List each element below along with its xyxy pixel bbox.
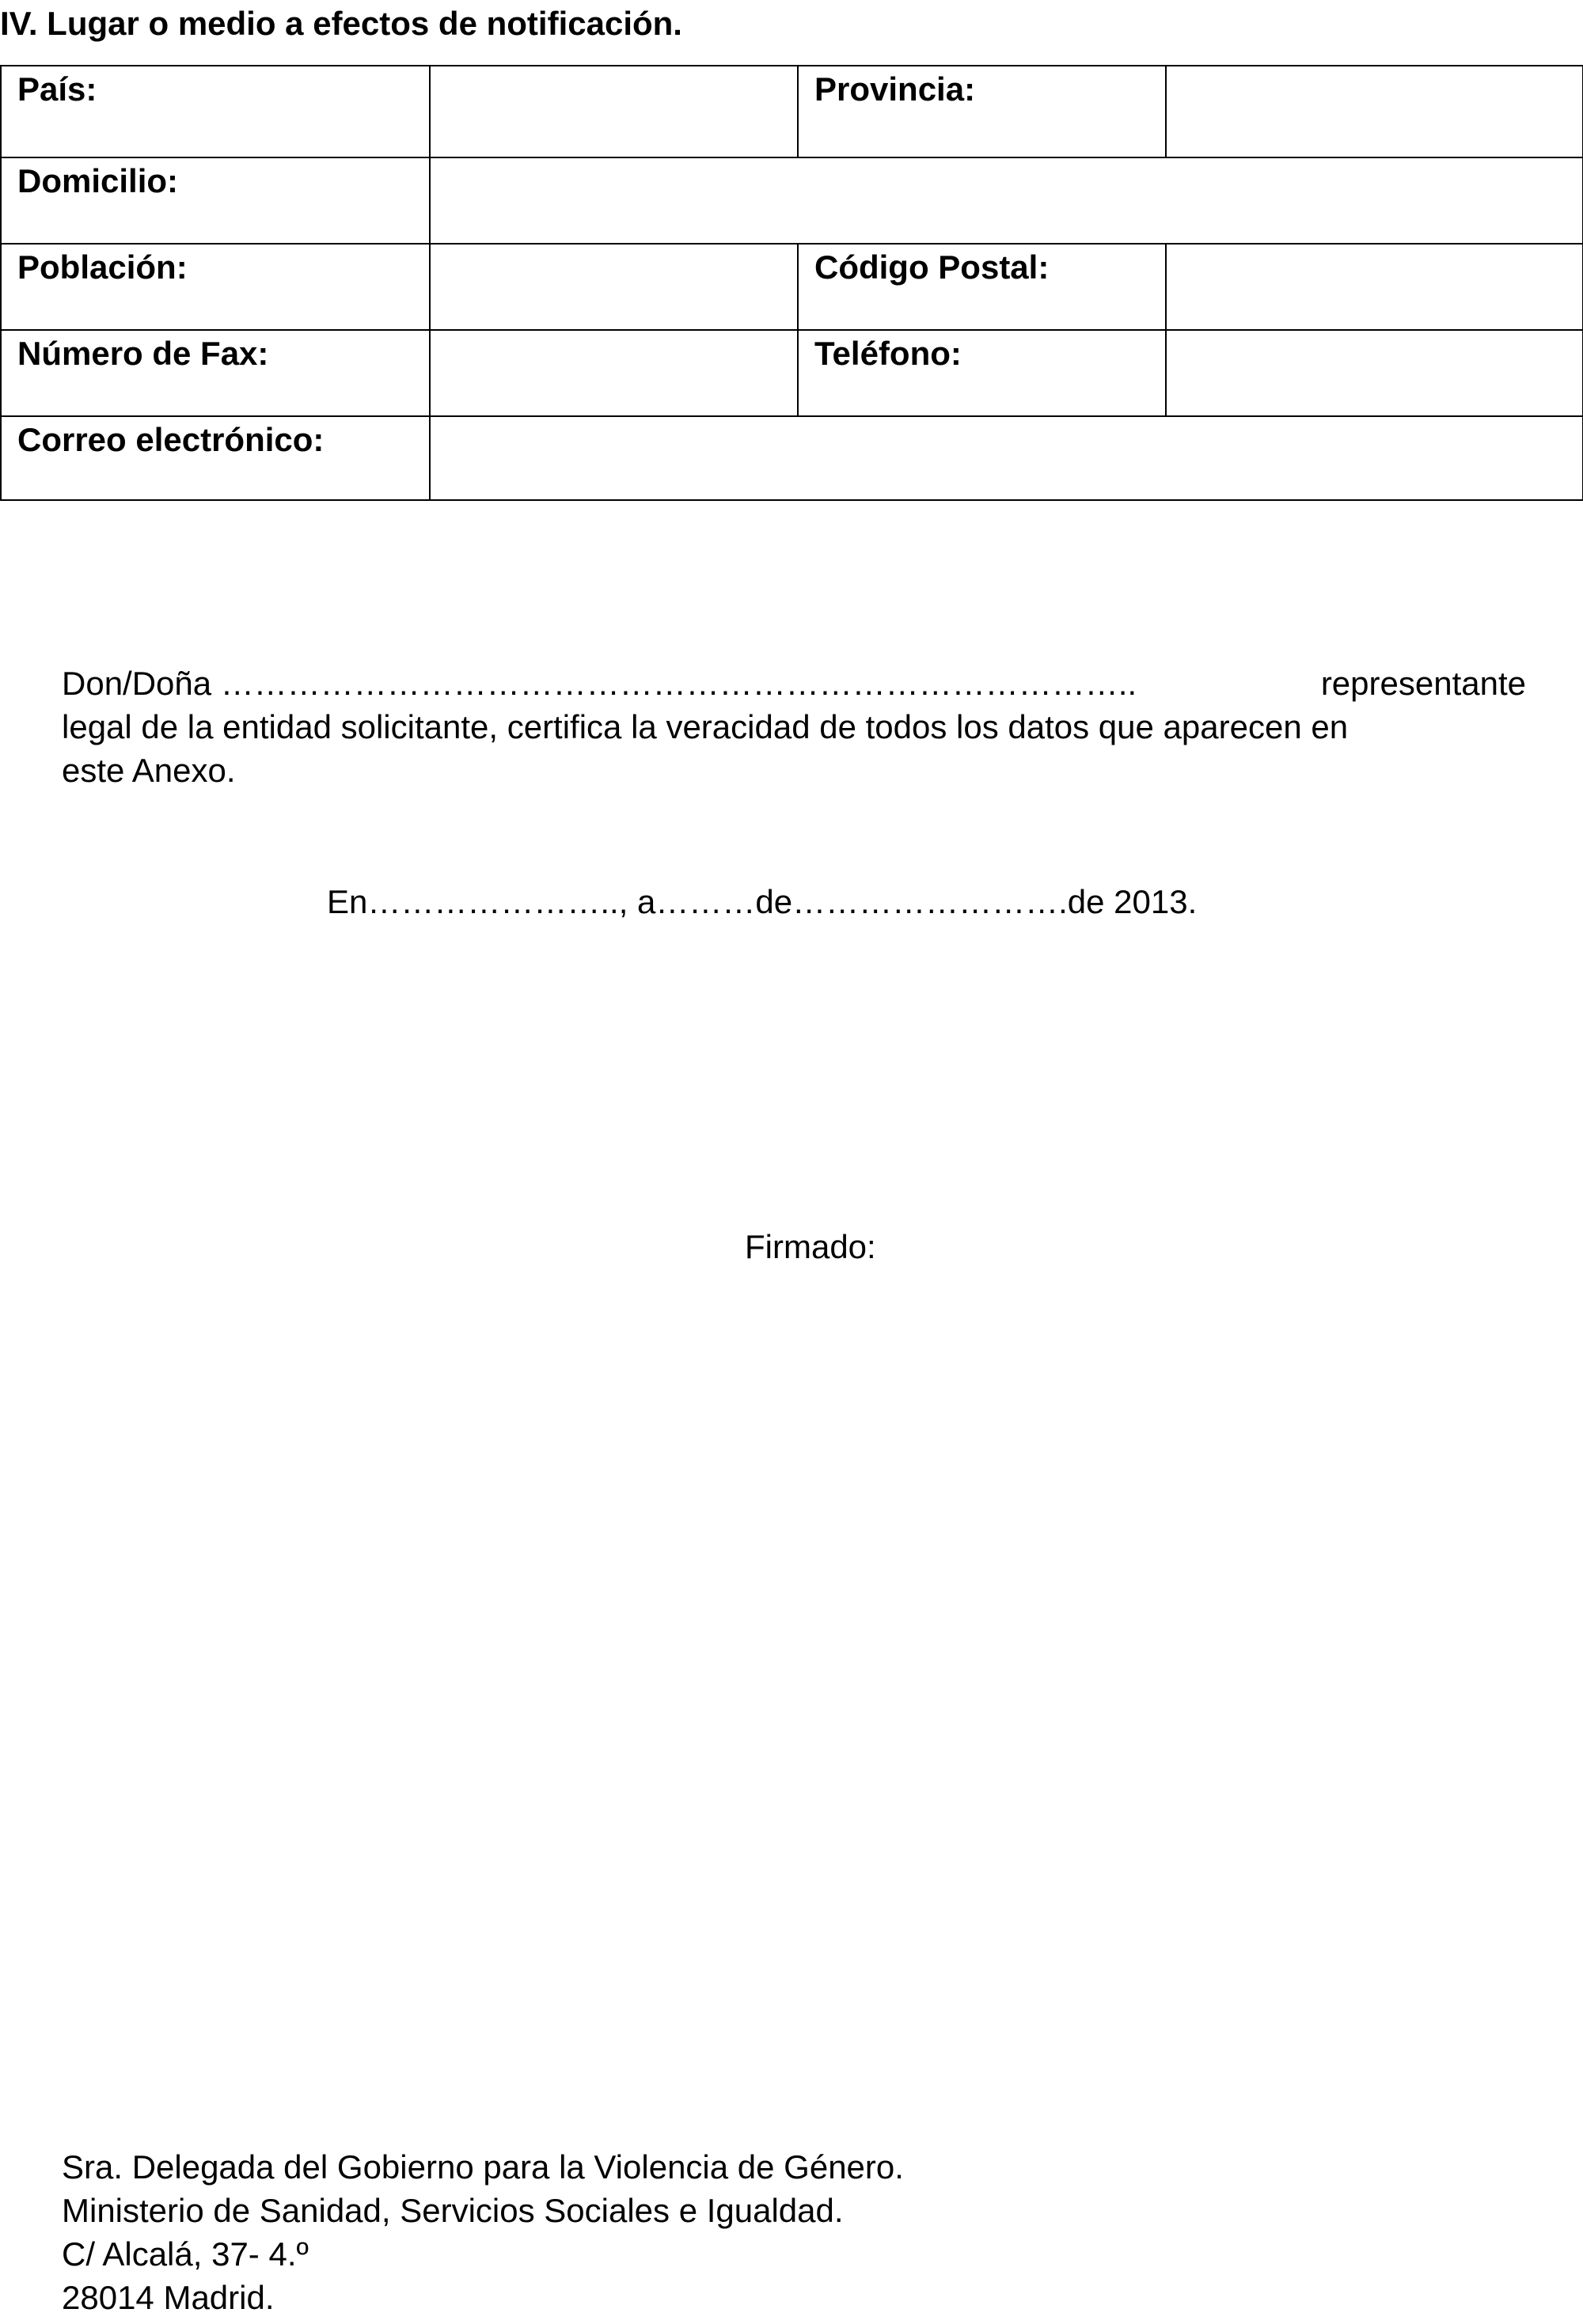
certification-name-blank[interactable]: Don/Doña ……………………………………………………………………….. <box>62 665 1137 702</box>
certification-representante: representante <box>1320 665 1526 702</box>
provincia-field[interactable] <box>1166 66 1583 157</box>
address-line-3: C/ Alcalá, 37- 4.º <box>62 2235 309 2273</box>
certification-line-2: legal de la entidad solicitante, certifica la veracidad de todos los datos que aparecen en <box>62 708 1349 745</box>
section-title: IV. Lugar o medio a efectos de notificación. <box>0 5 682 42</box>
codigo-postal-label: Código Postal: <box>798 244 1166 330</box>
recipient-address <box>62 2145 904 2319</box>
form-row-fax-telefono <box>1 330 1583 416</box>
certification-line-1 <box>62 662 1526 705</box>
provincia-label: Provincia: <box>798 66 1166 157</box>
fax-field[interactable] <box>430 330 798 416</box>
pais-label: País: <box>1 66 430 157</box>
poblacion-field[interactable] <box>430 244 798 330</box>
codigo-postal-field[interactable] <box>1166 244 1583 330</box>
telefono-field[interactable] <box>1166 330 1583 416</box>
form-row-domicilio <box>1 157 1583 244</box>
address-line-1: Sra. Delegada del Gobierno para la Violencia de Género. <box>62 2148 904 2186</box>
address-line-2: Ministerio de Sanidad, Servicios Sociales e Igualdad. <box>62 2192 844 2229</box>
date-place-line[interactable]: En………………….., a………de…………………….de 2013. <box>327 883 1198 920</box>
correo-field[interactable] <box>430 416 1583 500</box>
correo-label: Correo electrónico: <box>1 416 430 500</box>
form-row-pais-provincia <box>1 66 1583 157</box>
notification-form-table <box>0 65 1583 501</box>
signature-label: Firmado: <box>745 1228 876 1265</box>
pais-field[interactable] <box>430 66 798 157</box>
certification-paragraph <box>62 662 1526 792</box>
domicilio-label: Domicilio: <box>1 157 430 244</box>
domicilio-field[interactable] <box>430 157 1583 244</box>
form-row-correo <box>1 416 1583 500</box>
telefono-label: Teléfono: <box>798 330 1166 416</box>
certification-line-3: este Anexo. <box>62 752 236 789</box>
form-row-poblacion-codigo-postal <box>1 244 1583 330</box>
poblacion-label: Población: <box>1 244 430 330</box>
fax-label: Número de Fax: <box>1 330 430 416</box>
address-line-4: 28014 Madrid. <box>62 2279 275 2316</box>
